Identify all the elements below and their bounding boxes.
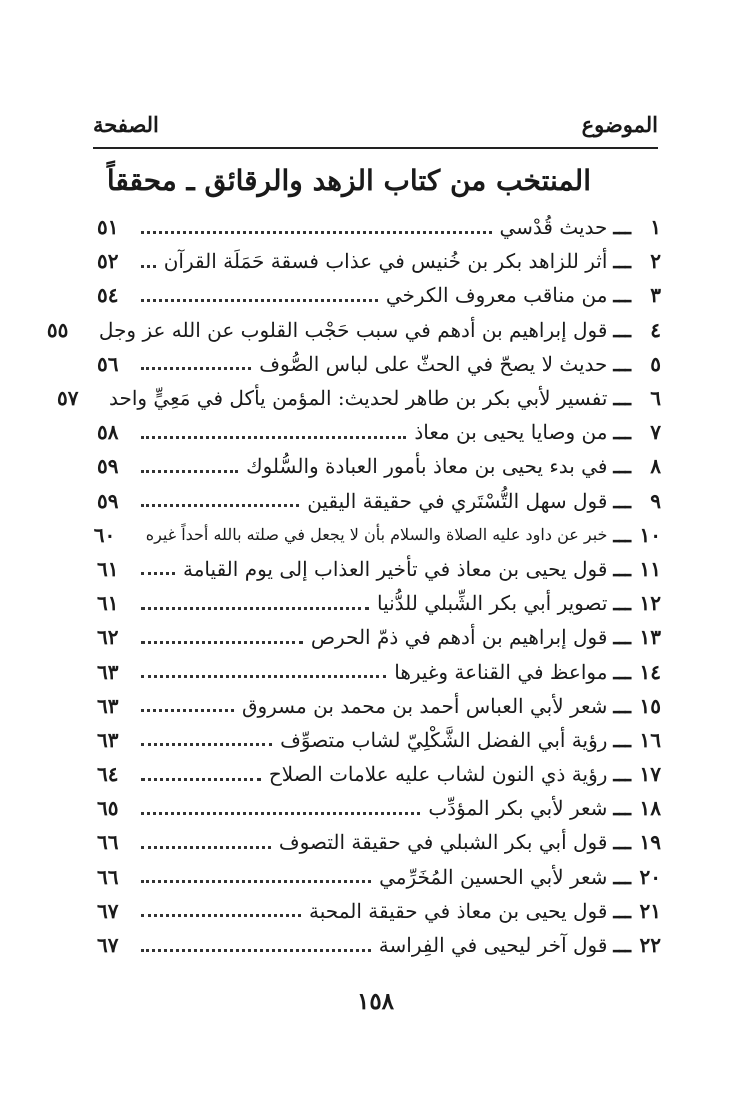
toc-entry bbox=[56, 381, 661, 415]
entry-number: ٢٢ bbox=[639, 933, 661, 958]
entry-number: ٩ bbox=[650, 488, 661, 513]
leader-dots bbox=[141, 631, 303, 644]
entry-dash: ـــ bbox=[613, 556, 631, 581]
entry-page: ٥٩ bbox=[97, 454, 119, 479]
leader-dots bbox=[141, 904, 301, 917]
leader-dots bbox=[141, 939, 371, 952]
entry-dash: ـــ bbox=[613, 249, 631, 274]
entry-topic: رؤية ذي النون لشاب عليه علامات الصلاح bbox=[268, 762, 608, 787]
leader-dots bbox=[141, 494, 299, 507]
entry-number: ٢ bbox=[650, 249, 661, 274]
entry-page: ٥٩ bbox=[97, 488, 119, 513]
entry-number: ١٨ bbox=[639, 796, 661, 821]
leader-dots bbox=[141, 802, 420, 815]
toc-entry bbox=[97, 860, 661, 894]
entry-dash: ـــ bbox=[613, 625, 631, 650]
entry-page: ٦١ bbox=[97, 556, 119, 581]
entry-page: ٦٦ bbox=[97, 864, 119, 889]
page-column-label: الصفحة bbox=[93, 112, 159, 137]
entry-page: ٥٢ bbox=[97, 249, 119, 274]
entry-page: ٦٣ bbox=[97, 693, 119, 718]
toc-list bbox=[46, 210, 661, 962]
toc-entry bbox=[97, 620, 661, 654]
entry-dash: ـــ bbox=[613, 830, 631, 855]
entry-dash: ـــ bbox=[613, 659, 631, 684]
entry-page: ٦٣ bbox=[97, 727, 119, 752]
leader-dots bbox=[141, 357, 251, 370]
entry-dash: ـــ bbox=[613, 796, 631, 821]
entry-number: ٤ bbox=[650, 317, 661, 342]
entry-page: ٦٦ bbox=[97, 830, 119, 855]
leader-dots bbox=[141, 665, 386, 678]
entry-page: ٦٧ bbox=[97, 933, 119, 958]
leader-dots bbox=[141, 426, 406, 439]
entry-number: ١٩ bbox=[639, 830, 661, 855]
entry-page: ٥١ bbox=[97, 215, 119, 240]
toc-header bbox=[93, 112, 658, 142]
toc-entry bbox=[97, 894, 661, 928]
entry-dash: ـــ bbox=[613, 351, 631, 376]
entry-topic: مواعظ في القناعة وغيرها bbox=[394, 659, 608, 684]
entry-dash: ـــ bbox=[613, 727, 631, 752]
leader-dots bbox=[141, 255, 156, 268]
entry-topic: تفسير لأبي بكر بن طاهر لحديث: المؤمن يأكل في مَعِيٍّ واحد bbox=[108, 386, 608, 411]
entry-topic: حديث لا يصحّ في الحثّ على لباس الصُّوف bbox=[259, 351, 608, 376]
entry-topic: قول سهل التُّسْتَري في حقيقة اليقين bbox=[307, 488, 608, 513]
toc-entry bbox=[97, 278, 661, 312]
entry-number: ٦ bbox=[650, 386, 661, 411]
entry-dash: ـــ bbox=[613, 386, 631, 411]
toc-entry bbox=[97, 791, 661, 825]
toc-entry bbox=[97, 654, 661, 688]
leader-dots bbox=[141, 597, 369, 610]
toc-entry bbox=[97, 825, 661, 859]
entry-topic: قول إبراهيم بن أدهم في سبب حَجْب القلوب عن الله عز وجل bbox=[98, 317, 608, 342]
toc-entry bbox=[97, 484, 661, 518]
entry-topic: قول آخر ليحيى في الفِراسة bbox=[378, 933, 608, 958]
entry-dash: ـــ bbox=[613, 864, 631, 889]
toc-entry bbox=[97, 723, 661, 757]
leader-dots bbox=[141, 733, 272, 746]
leader-dots bbox=[141, 870, 371, 883]
section-title: المنتخب من كتاب الزهد والرقائق ـ محققاً bbox=[106, 164, 591, 197]
entry-topic: أثر للزاهد بكر بن خُنيس في عذاب فسقة حَمَلَة القرآن bbox=[163, 249, 608, 274]
entry-number: ٥ bbox=[650, 351, 661, 376]
entry-topic: شعر لأبي الحسين المُخَرِّمي bbox=[379, 864, 608, 889]
entry-number: ٧ bbox=[650, 420, 661, 445]
topic-column-label: الموضوع bbox=[581, 112, 658, 137]
entry-topic: قول يحيى بن معاذ في حقيقة المحبة bbox=[309, 898, 608, 923]
entry-number: ١١ bbox=[639, 556, 661, 581]
entry-number: ٢١ bbox=[639, 898, 661, 923]
entry-topic: قول إبراهيم بن أدهم في ذمّ الحرص bbox=[310, 625, 608, 650]
entry-topic: رؤية أبي الفضل الشَّكْلِيّ لشاب متصوِّف bbox=[280, 727, 608, 752]
entry-topic: حديث قُدْسي bbox=[499, 215, 608, 240]
entry-number: ١٣ bbox=[639, 625, 661, 650]
toc-entry bbox=[97, 210, 661, 244]
entry-number: ١٤ bbox=[639, 659, 661, 684]
entry-page: ٦٢ bbox=[97, 625, 119, 650]
entry-page: ٦٧ bbox=[97, 898, 119, 923]
entry-page: ٥٧ bbox=[56, 386, 79, 411]
page-number: ١٥٨ bbox=[356, 988, 395, 1015]
entry-topic: في بدء يحيى بن معاذ بأمور العبادة والسُّلوك bbox=[246, 454, 608, 479]
entry-dash: ـــ bbox=[613, 591, 631, 616]
leader-dots bbox=[141, 836, 271, 849]
entry-dash: ـــ bbox=[613, 283, 631, 308]
entry-page: ٥٨ bbox=[97, 420, 119, 445]
toc-entry bbox=[46, 313, 661, 347]
entry-number: ١٧ bbox=[639, 762, 661, 787]
toc-entry bbox=[97, 757, 661, 791]
toc-entry bbox=[97, 552, 661, 586]
entry-dash: ـــ bbox=[613, 933, 631, 958]
toc-entry bbox=[97, 244, 661, 278]
entry-number: ١٥ bbox=[639, 693, 661, 718]
entry-dash: ـــ bbox=[613, 454, 631, 479]
toc-entry bbox=[97, 586, 661, 620]
entry-topic: من مناقب معروف الكرخي bbox=[385, 283, 608, 308]
entry-number: ١٢ bbox=[639, 591, 661, 616]
entry-number: ٣ bbox=[650, 283, 661, 308]
header-divider bbox=[93, 147, 658, 149]
entry-number: ٢٠ bbox=[639, 864, 661, 889]
entry-topic: شعر لأبي العباس أحمد بن محمد بن مسروق bbox=[241, 693, 608, 718]
entry-dash: ـــ bbox=[613, 317, 631, 342]
entry-topic: شعر لأبي بكر المؤدِّب bbox=[428, 796, 608, 821]
toc-entry bbox=[97, 449, 661, 483]
entry-page: ٦٣ bbox=[97, 659, 119, 684]
toc-entry bbox=[93, 518, 661, 552]
leader-dots bbox=[141, 768, 261, 781]
entry-topic: تصوير أبي بكر الشِّبلي للدُّنيا bbox=[376, 591, 608, 616]
entry-topic: قول أبي بكر الشبلي في حقيقة التصوف bbox=[278, 830, 608, 855]
entry-dash: ـــ bbox=[613, 488, 631, 513]
toc-entry bbox=[97, 928, 661, 962]
toc-entry bbox=[97, 347, 661, 381]
leader-dots bbox=[141, 699, 234, 712]
entry-dash: ـــ bbox=[613, 693, 631, 718]
leader-dots bbox=[141, 562, 175, 575]
entry-topic: خبر عن داود عليه الصلاة والسلام بأن لا يجعل في صلته بالله أحداً غيره bbox=[145, 525, 608, 545]
entry-page: ٦٥ bbox=[97, 796, 119, 821]
entry-page: ٦١ bbox=[97, 591, 119, 616]
entry-number: ٨ bbox=[650, 454, 661, 479]
toc-entry bbox=[97, 415, 661, 449]
entry-dash: ـــ bbox=[613, 215, 631, 240]
entry-number: ١ bbox=[650, 215, 661, 240]
entry-page: ٦٠ bbox=[93, 522, 116, 547]
entry-topic: من وصايا يحيى بن معاذ bbox=[414, 420, 608, 445]
entry-dash: ـــ bbox=[613, 898, 631, 923]
leader-dots bbox=[141, 289, 378, 302]
leader-dots bbox=[141, 221, 492, 234]
entry-dash: ـــ bbox=[613, 420, 631, 445]
entry-topic: قول يحيى بن معاذ في تأخير العذاب إلى يوم القيامة bbox=[183, 556, 608, 581]
toc-entry bbox=[97, 689, 661, 723]
leader-dots bbox=[141, 460, 238, 473]
entry-page: ٥٥ bbox=[46, 317, 69, 342]
entry-page: ٦٤ bbox=[97, 762, 119, 787]
entry-page: ٥٦ bbox=[97, 351, 119, 376]
entry-number: ١٠ bbox=[639, 522, 661, 547]
entry-page: ٥٤ bbox=[97, 283, 119, 308]
entry-number: ١٦ bbox=[639, 727, 661, 752]
entry-dash: ـــ bbox=[613, 762, 631, 787]
entry-dash: ـــ bbox=[613, 522, 631, 547]
